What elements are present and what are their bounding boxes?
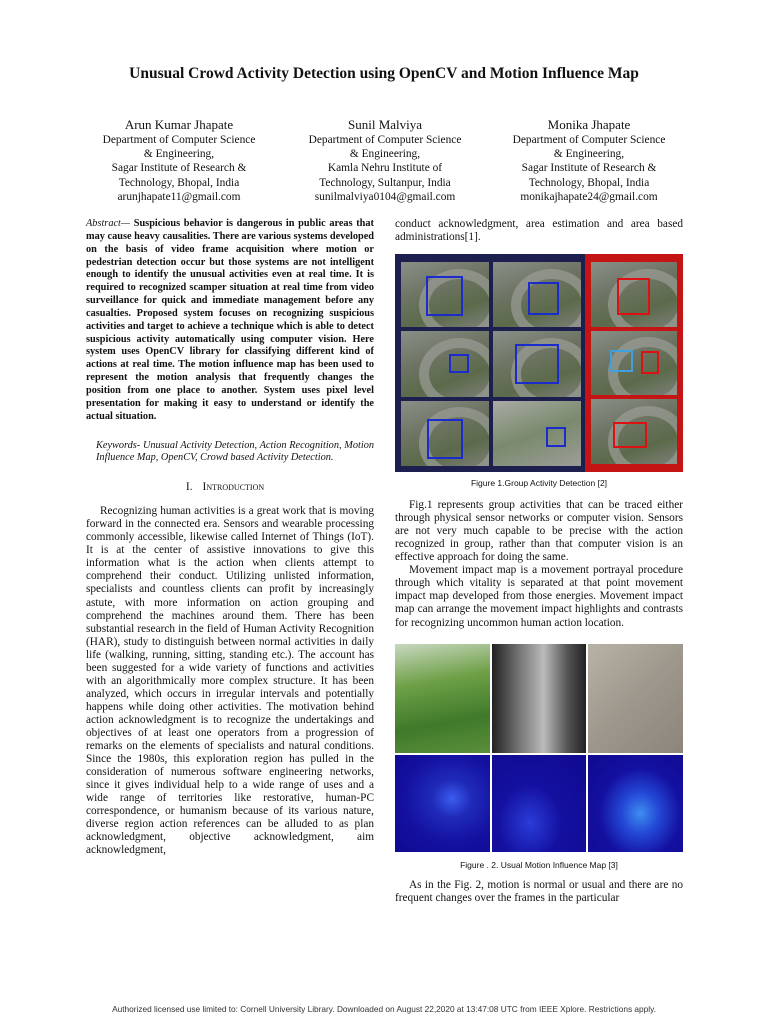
detection-box (617, 278, 650, 314)
abstract-text: Suspicious behavior is dangerous in public areas that may cause heavy causalities. There are various systems developed on the basis of video frame acquisition where motion or pedestrian detection occur but those systems are not intelligent enough to identify the unusual activities even at real time. It is required to recognized scamper situation at real time from video surveillance for quick and immediate management before any casualties. Proposed system focuses on recognizing suspicious activities and target to achieve a technique which is able to detect suspicious activity automatically using computer vision. Here system uses OpenCV library for classifying different kind of actions at real time. The motion influence map has been used to represent the motion analysis that frequently changes the position from one place to another. System uses pixel level presentation for making it easy to understand or identify the actual situation. (86, 218, 374, 422)
figure-1 (395, 254, 683, 489)
video-frame (591, 331, 677, 396)
author-affiliation: Department of Computer Science (102, 134, 256, 146)
detection-box (515, 344, 559, 384)
author-email[interactable]: arunjhapate11@gmail.com (117, 190, 241, 203)
motion-influence-heatmap (588, 755, 683, 852)
author-3 (494, 117, 684, 204)
detection-box (613, 422, 648, 448)
figure-1-image (395, 254, 683, 472)
figure-1-unusual-frames (585, 254, 683, 472)
figure-2 (395, 644, 683, 871)
figure-2-heatmaps (395, 755, 683, 852)
figure-2-caption: Figure . 2. Usual Motion Influence Map [3] (460, 859, 618, 870)
crowd-scene-photo (395, 644, 490, 753)
body-paragraph: Movement impact map is a movement portrayal procedure through which vitality is separated at that point movement impact map developed from those energies. Movement impact map can arrange the movement impact highlights and contrasts for recognizing uncommon human action location. (395, 564, 683, 629)
author-name: Sunil Malviya (347, 117, 423, 132)
author-affiliation: Technology, Bhopal, India (118, 176, 240, 189)
author-affiliation: Technology, Bhopal, India (528, 176, 650, 189)
abstract (86, 218, 374, 424)
author-name: Monika Jhapate (547, 117, 631, 132)
left-column (86, 218, 374, 857)
author-affiliation: & Engineering, (553, 148, 625, 161)
author-affiliation: & Engineering, (143, 148, 215, 161)
motion-influence-heatmap (395, 755, 490, 852)
author-email[interactable]: monikajhapate24@gmail.com (520, 190, 658, 203)
author-affiliation: Department of Computer Science (512, 134, 666, 146)
crowd-scene-photo (492, 644, 587, 753)
detection-box (449, 354, 469, 372)
video-frame (493, 401, 581, 466)
detection-box (426, 276, 463, 316)
author-affiliation: & Engineering, (349, 148, 421, 161)
body-paragraph: As in the Fig. 2, motion is normal or usual and there are no frequent changes over the frames in the particular (395, 878, 683, 904)
abstract-lead: Abstract— (86, 218, 131, 229)
detection-box (641, 351, 659, 373)
author-affiliation: Kamla Nehru Institute of (327, 162, 443, 175)
detection-box (546, 427, 566, 447)
author-1 (84, 117, 274, 204)
figure-1-caption: Figure 1.Group Activity Detection [2] (470, 478, 608, 489)
author-affiliation: Sagar Institute of Research & (111, 162, 247, 175)
author-affiliation: Sagar Institute of Research & (521, 162, 657, 175)
footer-license: Authorized licensed use limited to: Cornell University Library. Downloaded on August 22,2020 at 13:47:08 UTC from IEEE Xplore. Restrictions apply. (112, 1004, 656, 1014)
author-name: Arun Kumar Jhapate (124, 117, 234, 132)
right-column (395, 218, 683, 905)
section-number: I. (185, 481, 193, 494)
motion-influence-heatmap (492, 755, 587, 852)
video-frame (493, 331, 581, 396)
video-frame (401, 401, 489, 466)
author-email[interactable]: sunilmalviya0104@gmail.com (314, 190, 456, 203)
video-frame (591, 262, 677, 327)
author-2 (290, 117, 480, 204)
detection-box (427, 419, 463, 459)
detection-box (528, 282, 558, 315)
continued-paragraph: conduct acknowledgment, area estimation and area based administrations[1]. (395, 218, 683, 244)
author-affiliation: Department of Computer Science (308, 134, 462, 146)
video-frame (401, 262, 489, 327)
keywords: Keywords- Unusual Activity Detection, Action Recognition, Motion Influence Map, OpenCV, Crowd based Activity Detection. (96, 439, 374, 464)
figure-1-frames (401, 262, 581, 466)
section-heading (86, 481, 374, 493)
video-frame (493, 262, 581, 327)
figure-2-scenes (395, 644, 683, 753)
body-paragraph: Fig.1 represents group activities that can be traced either through physical sensor networks or computer vision. Sensors are not very much capable to be precise with the action recognized in group, rather than that computer vision is an effective approach for doing the same. (395, 499, 683, 564)
author-affiliation: Technology, Sultanpur, India (319, 176, 451, 189)
crowd-scene-photo (588, 644, 683, 753)
section-title: Introduction (202, 481, 265, 494)
detection-box (610, 350, 633, 372)
video-frame (591, 399, 677, 464)
video-frame (401, 331, 489, 396)
figure-2-image (395, 644, 683, 852)
intro-paragraph: Recognizing human activities is a great work that is moving forward in the connected era. Sensors and wearable processing commonly accessible, likewise called Internet of Things (IoT). It is at the center of assistive innovations to give this information what is the action when clients attempt to comprehend their conduct. Utilizing unlisted information, specialists and countless clients can profit by increasingly astute, with more information on action grouping and comprehend the machines around them. There has been substantial research in the field of Human Activity Recognition (HAR), study to distinguish between normal activities in daily life (walking, running, sitting, standing etc.). The account has been suggested for a wide variety of functions and activities with an algorithmically more complex structure. It has been analyzed, which occurs in irregular intervals and potentially happens while doing other activities. The motivation behind action acknowledgment is to recognize the undertakings and objectives of at least one operators from a progression of remarks on the elements of specialists and natural conditions. Since the 1980s, this exploration region has pulled in the consideration of numerous software engineering networks, since it gives individual help to a wide range of uses and a wide range of territories like restorative, human-PC correspondence, or humanism because of its various nature, diverse region action references can be alluded to as plan acknowledgment, objective acknowledgment, aim acknowledgment, (86, 505, 374, 857)
paper-title: Unusual Crowd Activity Detection using OpenCV and Motion Influence Map (129, 65, 639, 82)
